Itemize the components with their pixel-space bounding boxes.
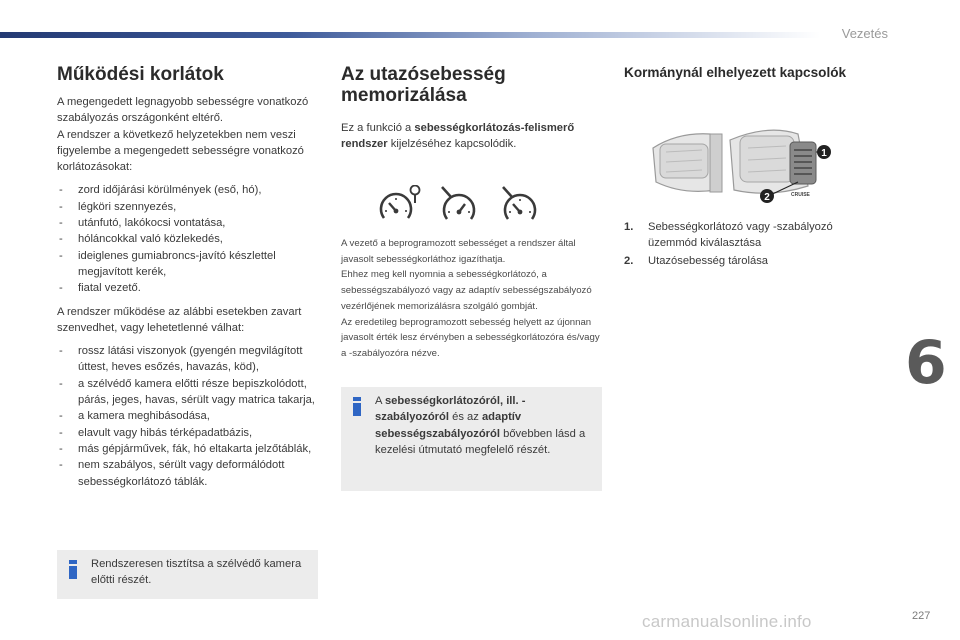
operating-limits-intro bbox=[57, 94, 319, 175]
page-number: 227 bbox=[912, 610, 931, 622]
callout-2: 2 bbox=[764, 192, 770, 203]
operating-limits-title: Működési korlátok bbox=[57, 64, 224, 85]
speedometer-limit-icon bbox=[438, 185, 484, 225]
info-text: A bbox=[375, 395, 385, 407]
list-item: - a kamera meghibásodása, bbox=[57, 408, 319, 424]
speed-icons-row bbox=[377, 185, 547, 225]
disturbance-list bbox=[57, 343, 319, 490]
column-operating-limits bbox=[57, 64, 319, 497]
legend-text: Sebességkorlátozó vagy -szabályozó üzemmód kiválasztása bbox=[648, 221, 833, 250]
list-item: - nem szabályos, sérült vagy deformálódott sebességkorlátozó táblák. bbox=[57, 457, 319, 490]
switch-legend bbox=[624, 219, 884, 269]
legend-number: 2. bbox=[624, 254, 634, 267]
info-box-cruise-text bbox=[375, 393, 595, 458]
info-box-camera-text: Rendszeresen tisztítsa a szélvédő kamera előtti részét. bbox=[91, 558, 302, 587]
info-box-camera bbox=[57, 550, 318, 599]
header-bar bbox=[0, 32, 820, 38]
memorization-description: A vezető a beprogramozott sebességet a rendszer által javasolt sebességkorláthoz igazíthatja. Ehhez meg kell nyomnia a sebességkorlátozó, a sebességszabályozó vagy az adaptív sebességszabályozó vezérlőjének memorizálásra szolgáló gombját. Az eredetileg beprogramozott sebesség helyett az újonnan javasolt érték lesz érvényben a sebességkorlátozóra és/vagy a -szabályozóra nézve. bbox=[341, 238, 600, 359]
memorization-title-line2: memorizálása bbox=[341, 85, 467, 106]
memorization-intro bbox=[341, 120, 603, 153]
legend-item bbox=[624, 219, 884, 252]
list-item: - utánfutó, lakókocsi vontatása, bbox=[57, 215, 319, 231]
operating-limits-intro-text: A megengedett legnagyobb sebességre vonatkozó szabályozás országonként eltérő. A rendszer a következő helyzetekben nem veszi figyelembe a megengedett sebességre vonatkozó korlátozásokat: bbox=[57, 96, 309, 174]
cruise-label: CRUISE bbox=[791, 192, 810, 198]
speedometer-icon bbox=[377, 185, 423, 225]
memorization-title bbox=[341, 64, 603, 106]
list-item: - légköri szennyezés, bbox=[57, 199, 319, 215]
intro-bold-text: sebességkorlátozás-felismerő rendszer bbox=[341, 122, 575, 151]
legend-text: Utazósebesség tárolása bbox=[648, 254, 769, 267]
info-bold-text: sebességkorlátozóról, ill. -szabályozóról bbox=[375, 395, 526, 424]
list-item: - rossz látási viszonyok (gyengén megvilágított úttest, heves esőzés, havazás, köd), bbox=[57, 343, 319, 376]
list-item: - ideiglenes gumiabroncs-javító készlettel megjavított kerék, bbox=[57, 248, 319, 281]
legend-number: 1. bbox=[624, 221, 634, 233]
callout-1: 1 bbox=[821, 148, 827, 159]
section-title: Vezetés bbox=[841, 26, 888, 41]
disturbance-intro: A rendszer működése az alábbi esetekben zavart szenvedhet, vagy lehetetlenné válhat: bbox=[57, 305, 302, 334]
memorization-title-line1: Az utazósebesség bbox=[341, 64, 506, 85]
info-icon bbox=[353, 397, 361, 416]
list-item: - fiatal vezető. bbox=[57, 280, 319, 296]
list-item: - hóláncokkal való közlekedés, bbox=[57, 231, 319, 247]
column-steering-switches bbox=[624, 64, 904, 90]
column-memorization bbox=[341, 64, 603, 160]
list-item: - más gépjárművek, fák, hó eltakarta jelzőtáblák, bbox=[57, 441, 319, 457]
steering-stalk-illustration bbox=[648, 120, 853, 208]
info-icon bbox=[69, 560, 77, 579]
info-text: bővebben lásd a kezelési útmutató megfelelő részét. bbox=[375, 427, 586, 456]
conditions-list bbox=[57, 182, 319, 296]
speedometer-adaptive-icon bbox=[499, 185, 545, 225]
chapter-number: 6 bbox=[905, 328, 947, 398]
legend-item bbox=[624, 253, 884, 269]
info-text: és az bbox=[448, 411, 482, 424]
steering-switches-title: Kormánynál elhelyezett kapcsolók bbox=[624, 65, 847, 80]
info-box-cruise bbox=[341, 387, 602, 491]
watermark: carmanualsonline.info bbox=[642, 612, 812, 631]
list-item: - elavult vagy hibás térképadatbázis, bbox=[57, 425, 319, 441]
list-item: - a szélvédő kamera előtti része bepiszkolódott, párás, jeges, havas, sérült vagy matrica takarja, bbox=[57, 376, 319, 409]
intro-text-end: kijelzéséhez kapcsolódik. bbox=[387, 138, 517, 151]
info-bold-text: adaptív sebességszabályozóról bbox=[375, 411, 522, 440]
intro-text: Ez a funkció a bbox=[341, 122, 415, 134]
list-item: - zord időjárási körülmények (eső, hó), bbox=[57, 182, 319, 198]
